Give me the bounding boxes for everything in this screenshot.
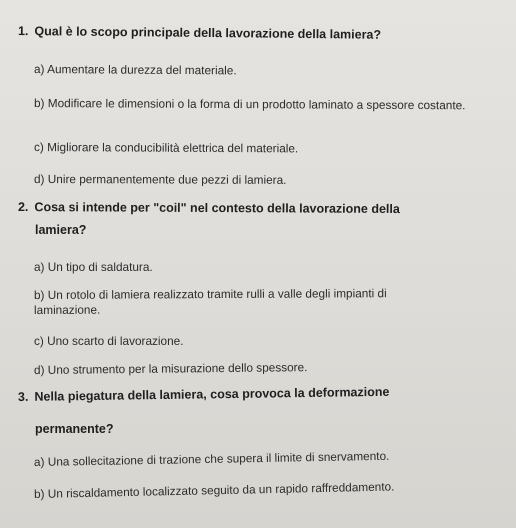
option-text: a) Una sollecitazione di trazione che supera il limite di snervamento. <box>33 448 390 469</box>
option-3b <box>34 477 504 502</box>
option-2a <box>34 260 494 275</box>
option-2d <box>34 358 494 378</box>
option-text: c) Migliorare la conducibilità elettrica del materiale. <box>33 140 299 156</box>
question-number: 2. <box>17 200 29 215</box>
option-1c <box>34 140 494 157</box>
question-text-line2: permanente? <box>35 422 114 436</box>
option-text: c) Uno scarto di lavorazione. <box>34 334 184 348</box>
question-2 <box>18 198 498 219</box>
question-text-line2: lamiera? <box>35 223 87 237</box>
option-text: b) Modificare le dimensioni o la forma di un prodotto laminato a spessore costante. <box>33 96 466 113</box>
question-1 <box>18 22 498 45</box>
question-2-continuation <box>35 221 495 239</box>
option-2c <box>34 334 494 349</box>
option-text: a) Aumentare la durezza del materiale. <box>33 62 237 78</box>
option-text: b) Un riscaldamento localizzato seguito da un rapido raffreddamento. <box>33 479 395 501</box>
option-text: d) Uno strumento per la misurazione dello spessore. <box>33 360 308 377</box>
question-text-line1: Cosa si intende per "coil" nel contesto della lavorazione della <box>34 200 400 216</box>
question-number: 3. <box>17 389 29 404</box>
option-3a <box>34 447 504 470</box>
option-2b <box>34 286 454 318</box>
question-3-continuation <box>35 420 495 438</box>
option-1b <box>34 96 496 113</box>
question-3 <box>18 381 498 406</box>
option-1d <box>34 172 494 189</box>
option-1a <box>34 62 494 80</box>
option-text: a) Un tipo di saldatura. <box>34 260 153 274</box>
option-text: b) Un rotolo di lamiera realizzato tramite rulli a valle degli impianti di laminazione. <box>33 286 387 317</box>
question-text: Qual è lo scopo principale della lavorazione della lamiera? <box>34 24 382 42</box>
option-text: d) Unire permanentemente due pezzi di lamiera. <box>33 172 287 187</box>
question-number: 1. <box>17 24 29 39</box>
question-text-line1: Nella piegatura della lamiera, cosa provoca la deformazione <box>34 384 390 404</box>
